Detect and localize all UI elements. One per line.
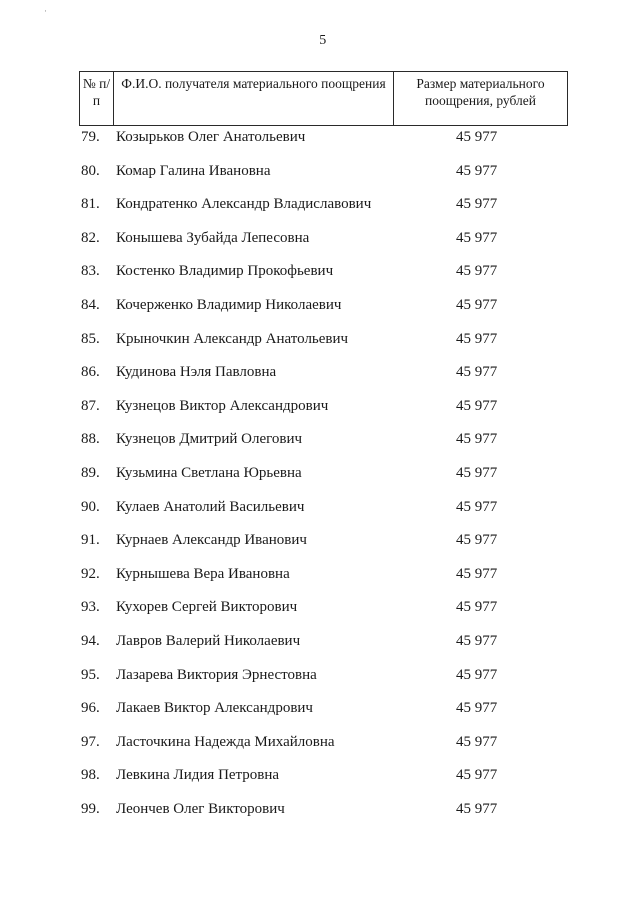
reward-amount: 45 977 (456, 733, 498, 750)
recipient-name: Лакаев Виктор Александрович (116, 700, 313, 717)
recipient-name: Кондратенко Александр Владиславович (116, 196, 372, 213)
row-number: 96. (81, 700, 100, 717)
recipient-name: Лавров Валерий Николаевич (116, 633, 301, 649)
scan-speck: · (44, 6, 47, 16)
recipient-name: Лазарева Виктория Эрнестовна (116, 666, 317, 683)
recipient-name: Кузьмина Светлана Юрьевна (116, 465, 302, 481)
row-number: 85. (81, 330, 100, 347)
reward-amount: 45 977 (456, 599, 498, 616)
recipient-name: Кухорев Сергей Викторович (116, 599, 298, 616)
reward-amount: 45 977 (456, 431, 498, 448)
row-number: 90. (81, 498, 100, 515)
reward-amount: 45 977 (456, 700, 498, 717)
header-number: № п/п (80, 72, 114, 125)
reward-amount: 45 977 (456, 263, 498, 280)
row-number: 99. (81, 801, 100, 817)
row-number: 86. (81, 364, 100, 381)
row-number: 88. (81, 431, 100, 448)
reward-amount: 45 977 (456, 767, 498, 784)
page-number: 5 (319, 33, 327, 48)
reward-amount: 45 977 (456, 666, 498, 683)
recipient-name: Конышева Зубайда Лепесовна (116, 229, 310, 246)
reward-amount: 45 977 (456, 633, 498, 649)
recipient-name: Крыночкин Александр Анатольевич (116, 330, 349, 347)
recipient-name: Кочерженко Владимир Николаевич (116, 297, 342, 313)
row-number: 83. (81, 263, 100, 280)
row-number: 82. (81, 229, 100, 246)
recipient-name: Курнышева Вера Ивановна (116, 565, 290, 582)
reward-amount: 45 977 (456, 532, 498, 549)
row-number: 79. (81, 129, 100, 145)
reward-amount: 45 977 (456, 297, 498, 313)
reward-amount: 45 977 (456, 229, 498, 246)
recipient-name: Козырьков Олег Анатольевич (116, 129, 306, 145)
recipient-name: Левкина Лидия Петровна (116, 767, 280, 784)
recipient-name: Кулаев Анатолий Васильевич (116, 498, 305, 515)
header-name: Ф.И.О. получателя материального поощрения (114, 72, 394, 125)
row-number: 91. (81, 532, 100, 549)
row-number: 89. (81, 465, 100, 481)
header-amount: Размер материального поощрения, рублей (416, 76, 545, 108)
reward-amount: 45 977 (456, 801, 498, 817)
row-number: 87. (81, 397, 100, 414)
reward-amount: 45 977 (456, 364, 498, 381)
recipient-name: Кузнецов Дмитрий Олегович (116, 431, 303, 448)
reward-amount: 45 977 (456, 330, 498, 347)
row-number: 95. (81, 666, 100, 683)
recipient-name: Ласточкина Надежда Михайловна (116, 733, 335, 750)
row-number: 80. (81, 162, 100, 179)
reward-amount: 45 977 (456, 397, 498, 414)
reward-amount: 45 977 (456, 498, 498, 515)
row-number: 92. (81, 565, 100, 582)
recipient-name: Курнаев Александр Иванович (116, 532, 307, 549)
table-header (79, 71, 568, 126)
recipient-name: Леончев Олег Викторович (116, 801, 285, 817)
recipient-name: Кузнецов Виктор Александрович (116, 397, 329, 414)
recipient-name: Костенко Владимир Прокофьевич (116, 263, 334, 280)
recipient-name: Кудинова Нэля Павловна (116, 364, 277, 381)
row-number: 84. (81, 297, 100, 313)
reward-amount: 45 977 (456, 196, 498, 213)
reward-amount: 45 977 (456, 565, 498, 582)
recipient-name: Комар Галина Ивановна (116, 162, 271, 179)
row-number: 81. (81, 196, 100, 213)
row-number: 93. (81, 599, 100, 616)
row-number: 97. (81, 733, 100, 750)
row-number: 94. (81, 633, 100, 649)
reward-amount: 45 977 (456, 465, 498, 481)
row-number: 98. (81, 767, 100, 784)
reward-amount: 45 977 (456, 162, 498, 179)
reward-amount: 45 977 (456, 129, 498, 145)
